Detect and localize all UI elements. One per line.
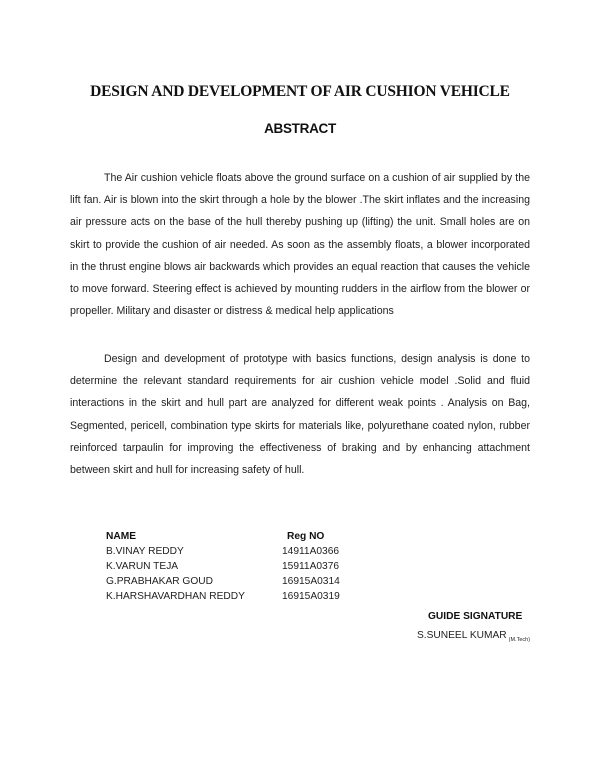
reg-column-header: Reg NO — [287, 531, 325, 542]
abstract-paragraph-2: Design and development of prototype with basics functions, design analysis is done to determine the relevant standard requirements for air cushion vehicle model .Solid and fluid interactions in the skirt and hull part are analyzed for different weak points . Analysis on Bag, Segmented, pericell, combination type skirts for materials like, polyurethane coated nylon, rubber reinforced tarpaulin for improving the effectiveness of braking and by enhancing attachment between skirt and hull for increasing safety of hull. — [70, 353, 530, 477]
document-title: DESIGN AND DEVELOPMENT OF AIR CUSHION VEHICLE — [90, 83, 510, 100]
student-reg-no: 15911A0376 — [282, 561, 340, 572]
student-reg-no: 16915A0314 — [282, 576, 340, 587]
name-column-header: NAME — [106, 531, 136, 542]
student-table-header — [106, 529, 406, 544]
table-row — [106, 574, 406, 589]
guide-name — [417, 630, 530, 643]
student-name: K.HARSHAVARDHAN REDDY — [106, 591, 245, 602]
student-name: B.VINAY REDDY — [106, 546, 184, 557]
abstract-paragraph-1: The Air cushion vehicle floats above the ground surface on a cushion of air supplied by the lift fan. Air is blown into the skirt through a hole by the blower .The skirt inflates and the increasing air pressure acts on the base of the hull thereby pushing up (lifting) the unit. Small holes are on skirt to provide the cushion of air needed. As soon as the assembly floats, a blower incorporated in the thrust engine blows air backwards which provides an equal reaction that causes the vehicle to move forward. Steering effect is achieved by mounting rudders in the airflow from the blower or propeller. Military and disaster or distress & medical help applications — [70, 172, 530, 318]
student-reg-no: 16915A0319 — [282, 591, 340, 602]
table-row — [106, 589, 406, 604]
table-row — [106, 544, 406, 559]
student-table — [106, 529, 406, 604]
student-reg-no: 14911A0366 — [282, 546, 340, 557]
guide-name-text: S.SUNEEL KUMAR — [417, 630, 507, 641]
guide-qualification: (M.Tech) — [508, 637, 531, 643]
student-name: G.PRABHAKAR GOUD — [106, 576, 213, 587]
guide-signature-label: GUIDE SIGNATURE — [428, 611, 523, 622]
abstract-heading: ABSTRACT — [264, 121, 336, 136]
student-name: K.VARUN TEJA — [106, 561, 179, 572]
table-row — [106, 559, 406, 574]
